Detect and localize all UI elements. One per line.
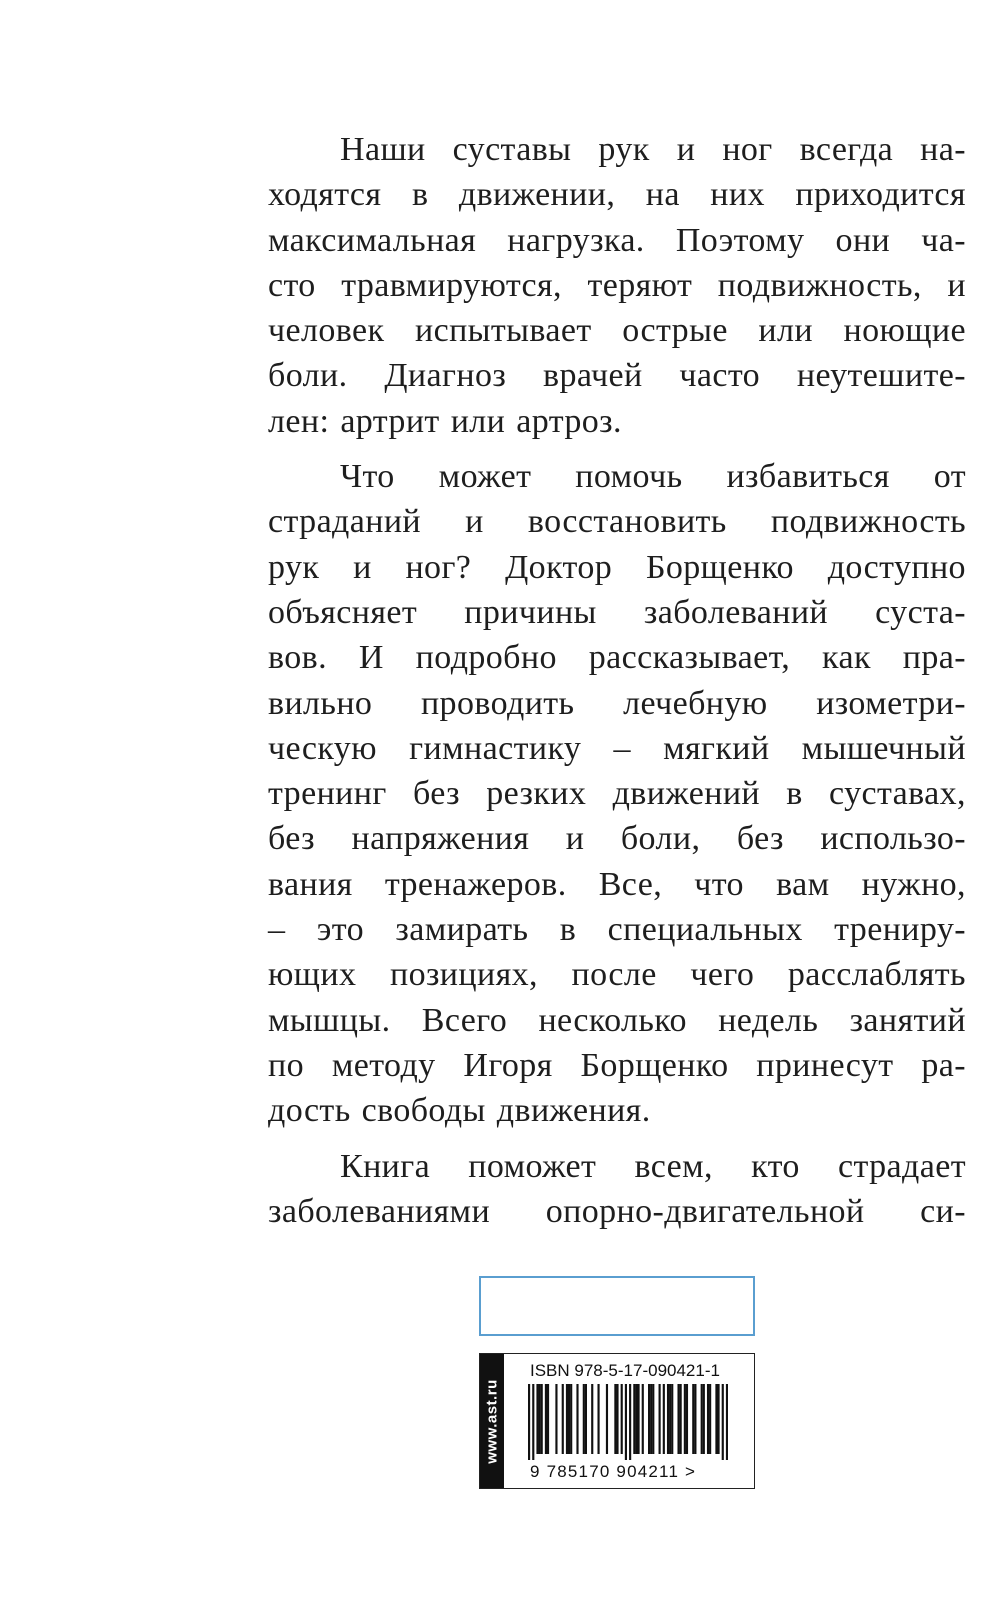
barcode-bar: [591, 1384, 593, 1454]
barcode-bar: [536, 1384, 538, 1454]
barcode-bar: [726, 1384, 728, 1460]
text-line: вильно проводить лечебную изометри-: [268, 684, 966, 722]
publisher-strip: [480, 1354, 504, 1488]
ean-digits: 9 785170 904211 >: [530, 1462, 697, 1481]
barcode-bar: [570, 1384, 572, 1454]
text-line: заболеваниями опорно-двигательной си-: [268, 1192, 966, 1230]
text-line: рук и ног? Доктор Борщенко доступно: [268, 548, 966, 586]
barcode-bar: [635, 1384, 637, 1454]
barcode-bar: [633, 1384, 635, 1454]
barcode-bar: [616, 1384, 618, 1454]
text-line: без напряжения и боли, без использо-: [268, 820, 966, 858]
text-line: вов. И подробно рассказывает, как пра-: [268, 639, 966, 677]
barcode-bar: [555, 1384, 557, 1454]
text-line: человек испытывает острые или ноющие: [268, 312, 966, 350]
barcode-bar: [576, 1384, 578, 1454]
barcode-bar: [648, 1384, 650, 1454]
barcode-bar: [669, 1384, 671, 1454]
blurb-text: [268, 127, 966, 1234]
barcode-bar: [642, 1384, 644, 1454]
barcode-bar: [532, 1384, 534, 1460]
text-line: Книга поможет всем, кто страдает: [340, 1147, 966, 1185]
barcode-bar: [694, 1384, 696, 1454]
barcode-bar: [703, 1384, 705, 1454]
barcode-bar: [606, 1384, 608, 1454]
text-line: лен: артрит или артроз.: [268, 402, 622, 440]
text-line: страданий и восстановить подвижность: [268, 503, 966, 541]
barcode-bar: [541, 1384, 543, 1454]
barcode-bar: [566, 1384, 568, 1454]
text-line: вания тренажеров. Все, что вам нужно,: [268, 865, 966, 903]
barcode-bar: [671, 1384, 673, 1454]
barcode-bar: [717, 1384, 719, 1454]
barcode-bar: [597, 1384, 599, 1454]
text-line: Что может помочь избавиться от: [340, 458, 966, 496]
text-line: ходятся в движении, на них приходится: [268, 176, 966, 214]
price-sticker-box: [479, 1276, 755, 1336]
barcode-bar: [539, 1384, 541, 1454]
isbn-label: ISBN 978-5-17-090421-1: [530, 1361, 720, 1380]
barcode-bar: [583, 1384, 585, 1454]
barcode-bar: [680, 1384, 682, 1454]
text-line: сто травмируются, теряют подвижность, и: [268, 266, 966, 304]
barcode-bar: [722, 1384, 724, 1460]
barcode-bar: [663, 1384, 665, 1454]
barcode-bar: [568, 1384, 570, 1454]
barcode-bar: [709, 1384, 711, 1454]
barcode-bar: [692, 1384, 694, 1454]
barcode-bar: [650, 1384, 652, 1454]
barcode-bar: [659, 1384, 661, 1454]
barcode-bar: [684, 1384, 686, 1454]
text-line: дость свободы движения.: [268, 1092, 651, 1130]
barcode-bar: [625, 1384, 627, 1460]
text-line: ческую гимнастику – мягкий мышечный: [268, 729, 966, 767]
barcode-bar: [701, 1384, 703, 1454]
text-line: Наши суставы рук и ног всегда на-: [340, 131, 966, 168]
barcode-bar: [614, 1384, 616, 1454]
text-line: тренинг без резких движений в суставах,: [268, 775, 966, 813]
text-line: максимальная нагрузка. Поэтому они ча-: [268, 221, 966, 259]
publisher-site-label: www.ast.ru: [483, 1378, 501, 1464]
barcode-bar: [629, 1384, 631, 1460]
text-line: боли. Диагноз врачей часто неутешите-: [268, 357, 966, 395]
barcode-bar: [686, 1384, 688, 1454]
text-line: по методу Игоря Борщенко принесут ра-: [268, 1046, 966, 1084]
barcode-bar: [528, 1384, 530, 1460]
barcode-bars: [528, 1384, 728, 1460]
text-line: объясняет причины заболеваний суста-: [268, 593, 966, 631]
barcode-panel: [479, 1353, 755, 1489]
text-line: мышцы. Всего несколько недель занятий: [268, 1001, 966, 1039]
barcode-bar: [585, 1384, 587, 1454]
text-line: – это замирать в специальных трениру-: [268, 911, 966, 949]
barcode-bar: [545, 1384, 547, 1454]
barcode-bar: [707, 1384, 709, 1454]
barcode-bar: [677, 1384, 679, 1454]
barcode-bar: [652, 1384, 654, 1454]
barcode-bar: [621, 1384, 623, 1454]
text-line: ющих позициях, после чего расслаблять: [268, 956, 966, 994]
barcode-bar: [667, 1384, 669, 1454]
barcode-bar: [715, 1384, 717, 1454]
barcode-bar: [547, 1384, 549, 1454]
barcode-bar: [637, 1384, 639, 1454]
barcode-bar: [562, 1384, 564, 1454]
